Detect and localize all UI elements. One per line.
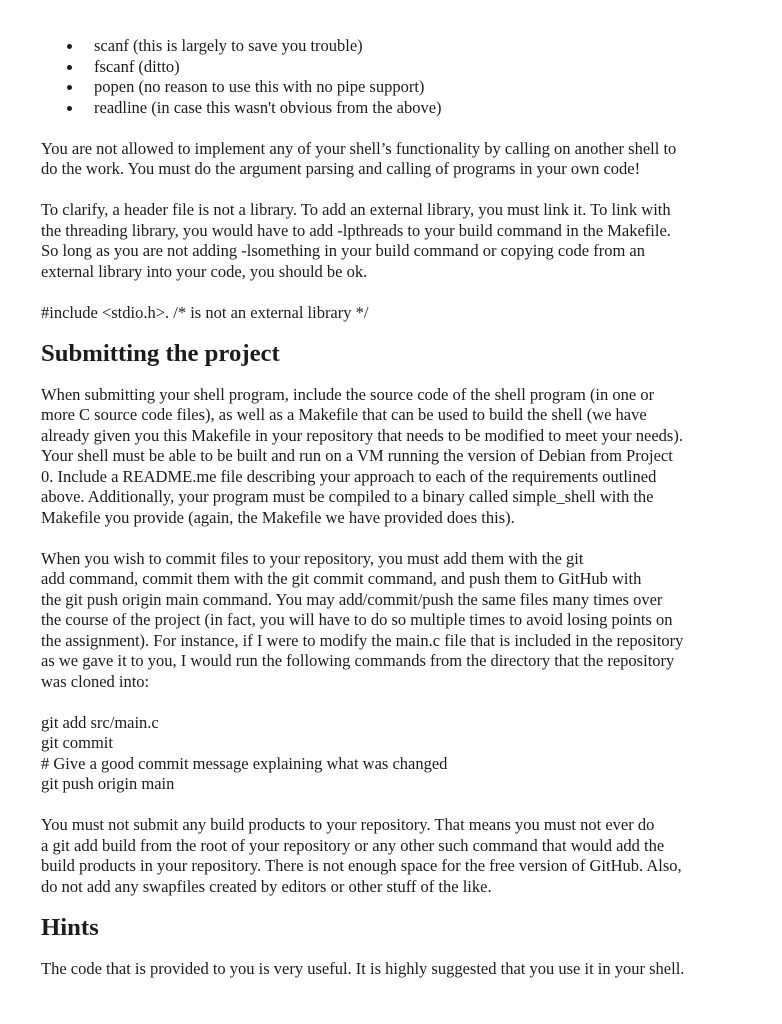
forbidden-functions-list — [41, 36, 741, 118]
command-line: # Give a good commit message explaining what was changed — [41, 753, 448, 773]
text-line: the git push origin main command. You may add/commit/push the same files many times over — [41, 589, 663, 609]
text-line: You must not submit any build products to your repository. That means you must not ever do — [41, 815, 655, 834]
list-item: scanf (this is largely to save you trouble) — [41, 36, 741, 57]
text-line: the assignment). For instance, if I were to modify the main.c file that is included in the repository — [41, 630, 684, 650]
list-item: fscanf (ditto) — [41, 57, 741, 78]
text-line: as we gave it to you, I would run the following commands from the directory that the repository — [41, 651, 675, 670]
text-line: the threading library, you would have to add -lpthreads to your build command in the Makefile. — [41, 220, 671, 240]
paragraph-build-products — [41, 815, 741, 897]
text-line: #include <stdio.h>. /* is not an external library */ — [41, 302, 369, 322]
text-line: external library into your code, you should be ok. — [41, 261, 368, 281]
paragraph-hints — [41, 959, 741, 980]
git-commands-block — [41, 713, 741, 795]
text-line: already given you this Makefile in your repository that needs to be modified to meet your needs). — [41, 425, 683, 445]
text-line: 0. Include a README.me file describing your approach to each of the requirements outlined — [41, 466, 657, 486]
command-line: git add src/main.c — [41, 712, 159, 732]
text-line: build products in your repository. There is not enough space for the free version of GitHub. Also, — [41, 856, 682, 875]
text-line: You are not allowed to implement any of your shell’s functionality by calling on another shell to — [41, 138, 677, 158]
text-line: was cloned into: — [41, 671, 150, 691]
section-heading-submitting: Submitting the project — [41, 339, 280, 367]
paragraph-header-file — [41, 200, 741, 282]
command-line: git push origin main — [41, 774, 175, 793]
text-line: Your shell must be able to be built and run on a VM running the version of Debian from Project — [41, 446, 673, 465]
include-example — [41, 303, 741, 324]
list-item: readline (in case this wasn't obvious from the above) — [41, 98, 741, 119]
text-line: do the work. You must do the argument parsing and calling of programs in your own code! — [41, 159, 641, 178]
text-line: above. Additionally, your program must be compiled to a binary called simple_shell with the — [41, 487, 654, 506]
text-line: more C source code files), as well as a Makefile that can be used to build the shell (we have — [41, 405, 647, 424]
text-line: The code that is provided to you is very useful. It is highly suggested that you use it in your shell. — [41, 958, 685, 978]
document-page — [41, 36, 741, 979]
text-line: add command, commit them with the git commit command, and push them to GitHub with — [41, 569, 642, 588]
paragraph-submitting — [41, 385, 741, 529]
section-heading-hints: Hints — [41, 913, 99, 941]
paragraph-no-other-shell — [41, 139, 741, 180]
text-line: do not add any swapfiles created by editors or other stuff of the like. — [41, 876, 492, 896]
text-line: a git add build from the root of your repository or any other such command that would add the — [41, 835, 665, 855]
text-line: the course of the project (in fact, you will have to do so multiple times to avoid losing points on — [41, 610, 673, 629]
text-line: So long as you are not adding -lsomething in your build command or copying code from an — [41, 241, 645, 260]
text-line: To clarify, a header file is not a library. To add an external library, you must link it. To link with — [41, 200, 671, 219]
list-item: popen (no reason to use this with no pipe support) — [41, 77, 741, 98]
text-line: Makefile you provide (again, the Makefile we have provided does this). — [41, 507, 515, 527]
text-line: When submitting your shell program, include the source code of the shell program (in one or — [41, 384, 655, 404]
command-line: git commit — [41, 733, 113, 752]
paragraph-commit — [41, 549, 741, 693]
text-line: When you wish to commit files to your repository, you must add them with the git — [41, 548, 584, 568]
